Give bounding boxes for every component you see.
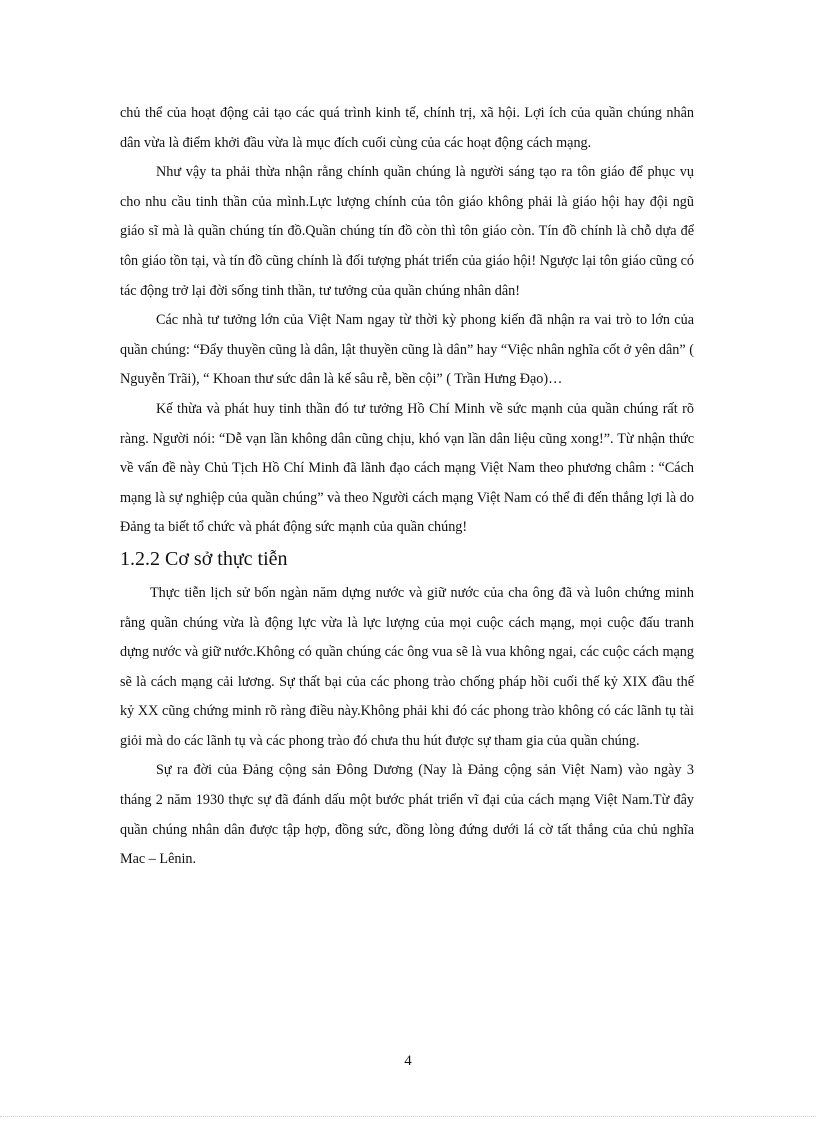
paragraph-thinkers: Các nhà tư tưởng lớn của Việt Nam ngay từ thời kỳ phong kiến đã nhận ra vai trò to lớn của quần chúng: “Đẩy thuyền cũng là dân, lật thuyền cũng là dân” hay “Việc nhân nghĩa cốt ở yên dân” ( Nguyễn Trãi), “ Khoan thư sức dân là kế sâu rễ, bền cội” ( Trần Hưng Đạo)… — [120, 312, 694, 388]
page-bottom-divider — [0, 1116, 816, 1117]
paragraph-continuation: chủ thể của hoạt động cải tạo các quá trình kinh tế, chính trị, xã hội. Lợi ích của quần chúng nhân dân vừa là điểm khởi đầu vừa là mục đích cuối cùng của các hoạt động cách mạng. — [120, 105, 694, 151]
page-number: 4 — [404, 1053, 412, 1069]
paragraph-party-founding: Sự ra đời của Đảng cộng sản Đông Dương (Nay là Đảng cộng sản Việt Nam) vào ngày 3 tháng 2 năm 1930 thực sự đã đánh dấu một bước phát triển vĩ đại của cách mạng Việt Nam.Từ đây quần chúng nhân dân được tập hợp, đồng sức, đồng lòng đứng dưới lá cờ tất thắng của chủ nghĩa Mac – Lênin. — [120, 762, 694, 868]
section-heading: 1.2.2 Cơ sở thực tiễn — [120, 547, 288, 570]
page-body — [120, 99, 694, 875]
paragraph-ho-chi-minh: Kế thừa và phát huy tinh thần đó tư tưởng Hồ Chí Minh về sức mạnh của quần chúng rất rõ ràng. Người nói: “Dễ vạn lần không dân cũng chịu, khó vạn lần dân liệu cũng xong!”. Từ nhận thức về vấn đề này Chủ Tịch Hồ Chí Minh đã lãnh đạo cách mạng Việt Nam theo phương châm : “Cách mạng là sự nghiệp của quần chúng” và theo Người cách mạng Việt Nam có thể đi đến thắng lợi là do Đảng ta biết tổ chức và phát động sức mạnh của quần chúng! — [120, 400, 694, 536]
paragraph-practice: Thực tiễn lịch sử bốn ngàn năm dựng nước và giữ nước của cha ông đã và luôn chứng minh rằng quần chúng vừa là động lực vừa là lực lượng của mọi cuộc cách mạng, mọi cuộc đấu tranh dựng nước và giữ nước.Không có quần chúng các ông vua sẽ là vua không ngai, các cuộc cách mạng sẽ là cách mạng cải lương. Sự thất bại của các phong trào chống pháp hồi cuối thế kỷ XIX đầu thế kỷ XX cũng chứng minh rõ ràng điều này.Không phải khi đó các phong trào không có các lãnh tụ tài giỏi mà do các lãnh tụ và các phong trào đó chưa thu hút được sự tham gia của quần chúng. — [120, 584, 694, 749]
paragraph-religion: Như vậy ta phải thừa nhận rằng chính quần chúng là người sáng tạo ra tôn giáo để phục vụ cho nhu cầu tinh thần của mình.Lực lượng chính của tôn giáo không phải là giáo hội hay đội ngũ giáo sĩ mà là quần chúng tín đồ.Quần chúng tín đồ còn thì tôn giáo còn. Tín đồ chính là chỗ dựa để tôn giáo tồn tại, và tín đồ cũng chính là đối tượng phát triển của giáo hội! Ngược lại tôn giáo cũng có tác động trở lại đời sống tinh thần, tư tưởng của quần chúng nhân dân! — [120, 164, 694, 299]
